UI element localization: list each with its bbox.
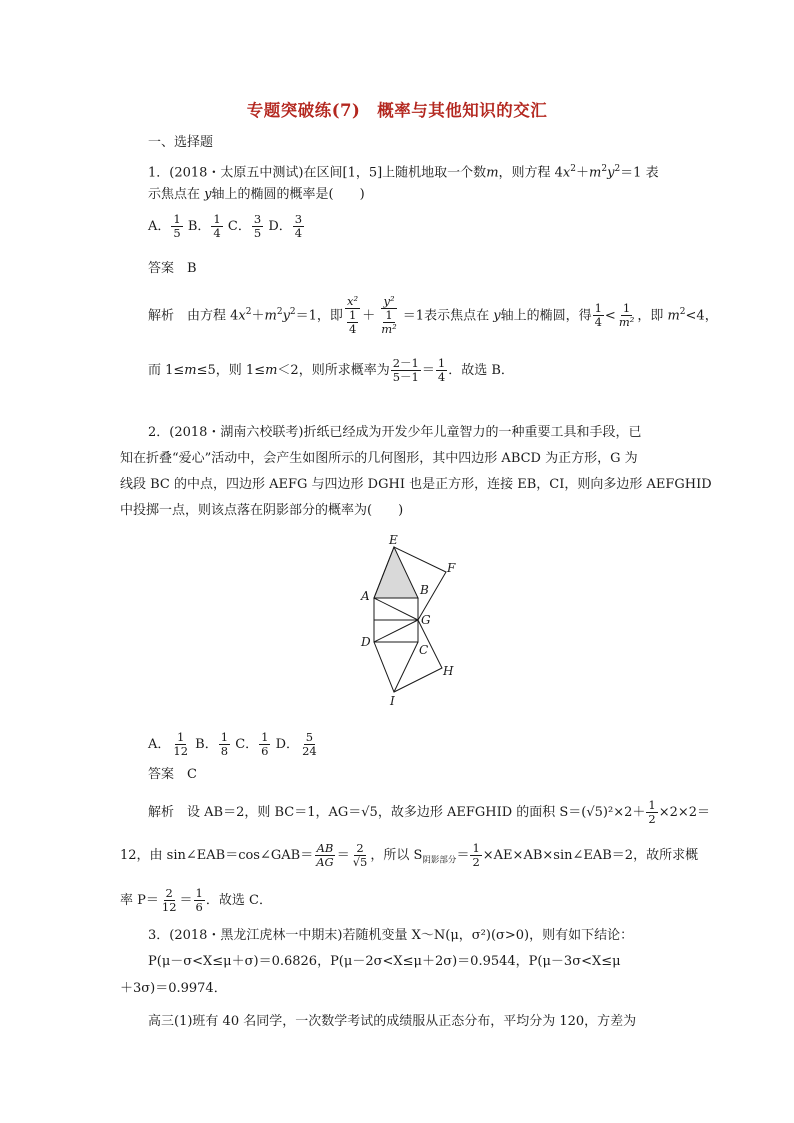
q1-option-a: A． $\frac{1}{5}$ [148,212,181,240]
q1-option-c: C． $\frac{3}{5}$ [227,212,262,240]
q2-analysis-line1: 解析 设 AB＝2，则 BC＝1，AG＝√5，故多边形 AEFGHID 的面积 S＝(√5)²×2＋ $\frac{1}{2}$ ×2×2＝ [148,798,711,826]
page-title: 专题突破练(7) 概率与其他知识的交汇 [246,101,548,120]
q1-options [148,213,305,240]
q3-line1: 3．(2018・黑龙江虎林一中期末)若随机变量 X～N(μ，σ²)(σ>0)，则有如下结论： [148,928,634,943]
label-b: B [420,583,429,597]
q2-line2: 知在折叠“爱心”活动中，会产生如图所示的几何图形，其中四边形 ABCD 为正方形，G 为 [120,451,638,466]
q2-option-d: D． $\frac{5}{24}$ [275,730,317,758]
q1-option-d: D． $\frac{3}{4}$ [268,212,303,240]
q3-line3: ＋3σ)＝0.9974． [120,981,227,996]
q1-analysis-line2: 而 1≤m≤5，则 1≤m＜2，则所求概率为 $\frac{2-1}{5-1}$ ＝ $\frac{1}{4}$ ．故选 B． [148,356,514,384]
q2-line3: 线段 BC 的中点，四边形 AEFG 与四边形 DGHI 也是正方形，连接 EB，CI，则向多边形 AEFGHID [120,477,712,492]
outline-dghi [374,620,442,692]
q1-answer: 答案 B [148,261,197,276]
label-h: H [443,664,454,678]
q2-options [148,731,320,758]
q3-line4: 高三(1)班有 40 名同学，一次数学考试的成绩服从正态分布，平均分为 120，方差为 [148,1014,637,1029]
q1-option-b: B． $\frac{1}{4}$ [187,212,221,240]
q2-option-a: A． $\frac{1}{12}$ [148,730,189,758]
q1-analysis-line1: 解析 由方程 $4x^2+m^2y^2=1$，即 $\frac{\text{x²}}{\frac{1}{4}}$ ＋ $\frac{\text{y²}}{\frac{1}{\text{m²}}}$ ＝1表示焦点在 y轴上的椭圆，得 $\frac{1}{4}$ < $\frac{1}{\text{m²}}$ ，即 $m^2<4$， [148,294,718,337]
q2-answer: 答案 C [148,767,197,782]
label-e: E [389,533,398,547]
q2-line4: 中投掷一点，则该点落在阴影部分的概率为( ) [120,503,404,518]
label-i: I [390,694,395,707]
segment-dg [374,620,418,642]
section-heading: 一、选择题 [148,135,214,150]
q2-line1: 2．(2018・湖南六校联考)折纸已经成为开发少年儿童智力的一种重要工具和手段，已 [148,425,642,440]
q2-option-b: B． $\frac{1}{8}$ [195,730,229,758]
q1-line1: 1．(2018・太原五中测试)在区间[1，5]上随机地取一个数m，则方程 $4x^2+m^2y^2=1$ 表 [148,164,659,181]
q2-geometry-figure [350,532,470,707]
q1-line2: 示焦点在 y轴上的椭圆的概率是( ) [148,187,365,202]
q2-analysis-line2: 12，由 sin∠EAB＝cos∠GAB＝ $\frac{AB}{AG}$ ＝ $\frac{2}{√5}$ ，所以 $S_{阴影部分}=$ $\frac{1}{2}$ ×AE×AB×sin∠EAB＝2，故所求概 [120,841,699,869]
label-d: D [361,635,371,649]
q2-analysis-line3: 率 P＝ $\frac{2}{12}$ ＝ $\frac{1}{6}$ ．故选 C． [120,886,272,914]
segment-ag [374,598,418,620]
label-g: G [421,613,431,627]
segment-ci [394,642,418,692]
shaded-triangle [374,547,418,598]
label-f: F [447,561,456,575]
q3-line2: P(μ－σ<X≤μ＋σ)＝0.6826，P(μ－2σ<X≤μ＋2σ)＝0.9544，P(μ－3σ<X≤μ [148,954,621,969]
label-a: A [361,589,370,603]
q2-option-c: C． $\frac{1}{6}$ [235,730,269,758]
label-c: C [419,643,429,657]
